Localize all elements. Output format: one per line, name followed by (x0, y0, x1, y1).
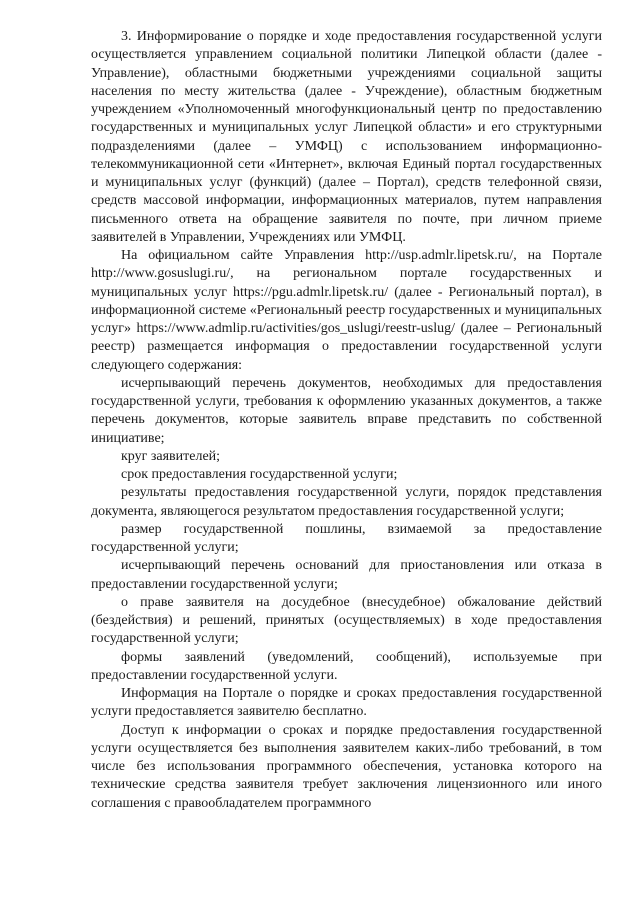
paragraph-official-sites: На официальном сайте Управления http://usp.admlr.lipetsk.ru/, на Портале http://www.gosuslugi.ru/, на региональном портале государственных и муниципальных услуг https://pgu.admlr.lipetsk.ru/ (далее - Региональный портал), в информационной системе «Региональный реестр государственных и муниципальных услуг» https://www.admlip.ru/activities/gos_uslugi/reestr-uslug/ (далее – Региональный реестр) размещается информация о предоставлении государственной услуги следующего содержания: (91, 248, 602, 373)
paragraph-free-information: Информация на Портале о порядке и сроках предоставления государственной услуги предоставляется заявителю бесплатно. (91, 686, 602, 720)
list-item-fee: размер государственной пошлины, взимаемой за предоставление государственной услуги; (91, 521, 602, 555)
list-item-grounds: исчерпывающий перечень оснований для приостановления или отказа в предоставлении государственной услуги; (91, 558, 602, 592)
list-item-results: результаты предоставления государственной услуги, порядок представления документа, являющегося результатом предоставления государственной услуги; (91, 485, 602, 519)
paragraph-access: Доступ к информации о сроках и порядке предоставления государственной услуги осуществляется без выполнения заявителем каких-либо требований, в том числе без использования программного обеспечения, установка которого на технические средства заявителя требует заключения лицензионного или иного соглашения с правообладателем программного (91, 722, 602, 811)
document-body (91, 28, 602, 813)
list-item-term: срок предоставления государственной услуги; (121, 467, 398, 482)
list-item-appeal: о праве заявителя на досудебное (внесудебное) обжалование действий (бездействия) и решений, принятых (осуществляемых) в ходе предоставления государственной услуги; (91, 594, 602, 647)
list-item-applicants: круг заявителей; (121, 448, 221, 464)
list-item-documents: исчерпывающий перечень документов, необходимых для предоставления государственной услуги, требования к оформлению указанных документов, а также перечень документов, которые заявитель вправе представить по собственной инициативе; (91, 375, 602, 446)
paragraph-informing-order: 3. Информирование о порядке и ходе предоставления государственной услуги осуществляется управлением социальной политики Липецкой области (далее - Управление), областными бюджетными учреждениями социальной защиты населения по месту жительства (далее - Учреждение), областным бюджетным учреждением «Уполномоченный многофункциональный центр по предоставлению государственных и муниципальных услуг Липецкой области» и его структурными подразделениями (далее – УМФЦ) с использованием информационно-телекоммуникационной сети «Интернет», включая Единый портал государственных и муниципальных услуг (функций) (далее – Портал), средств телефонной связи, средств массовой информации, информационных материалов, путем направления письменного ответа на обращение заявителя по почте, при личном приеме заявителей в Управлении, Учреждениях или УМФЦ. (91, 29, 602, 245)
list-item-forms: формы заявлений (уведомлений, сообщений), используемые при предоставлении государственной услуги. (91, 649, 602, 683)
